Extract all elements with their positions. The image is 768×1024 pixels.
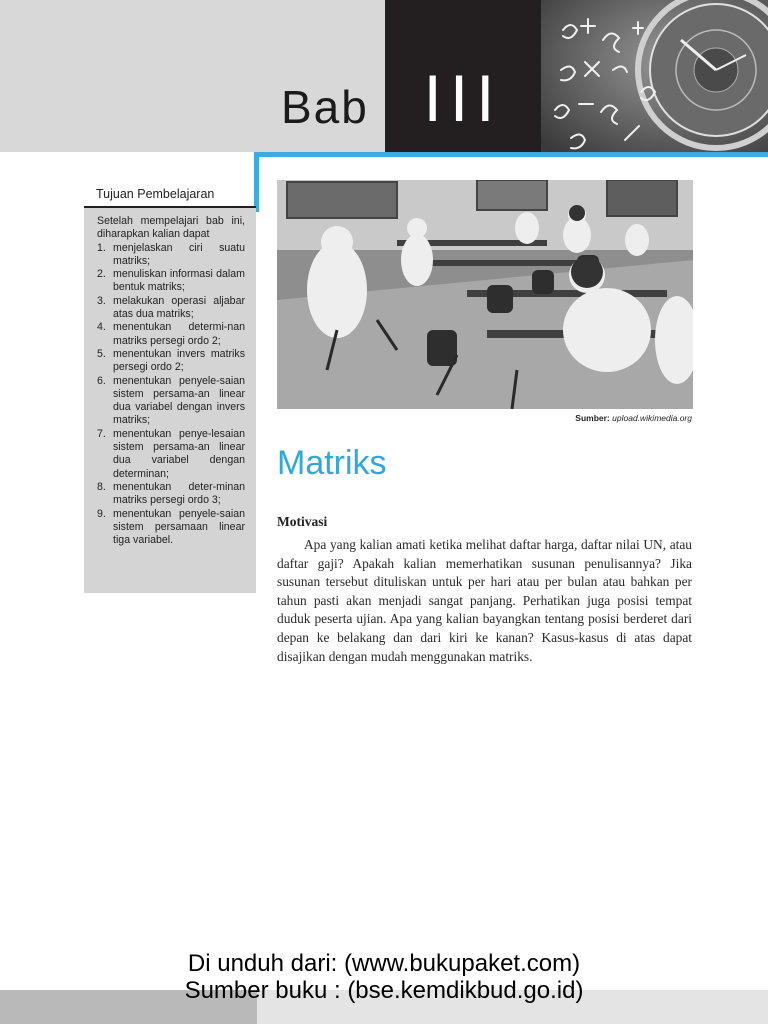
motivasi-heading: Motivasi xyxy=(277,514,328,529)
header-clock-image xyxy=(541,0,768,152)
list-item: 5. menentukan invers matriks persegi ordo 2; xyxy=(97,347,245,374)
accent-line-vertical xyxy=(254,152,259,212)
footer-line-source: Sumber buku : (bse.kemdikbud.go.id) xyxy=(184,977,584,1004)
learning-goals-box xyxy=(84,208,256,593)
accent-line-horizontal xyxy=(254,152,768,157)
caption-label: Sumber: xyxy=(575,413,610,423)
motivasi-paragraph: Apa yang kalian amati ketika melihat daftar harga, daftar nilai UN, atau daftar gaji? Apakah kalian memerhatikan susunan penulisannya? Jika susunan tersebut dituliskan untuk per hari atau per bulan atau bahkan per tahun pasti akan menjadi sangat panjang. Perhatikan juga posisi tempat duduk peserta ujian. Apa yang kalian bayangkan tentang posisi berderet dari depan ke belakang dan dari kiri ke kanan? Kasus-kasus di atas dapat disajikan dengan mudah menggunakan matriks. xyxy=(277,537,692,664)
list-item: 4. menentukan determi-nan matriks persegi ordo 2; xyxy=(97,321,245,347)
learning-goals-list xyxy=(97,242,245,548)
list-item: 8. menentukan deter-minan matriks persegi ordo 3; xyxy=(97,480,245,507)
classroom-exam-illustration xyxy=(277,180,693,409)
list-item: 9. menentukan penyele-saian sistem persamaan linear tiga variabel. xyxy=(97,507,245,547)
learning-goals-title: Tujuan Pembelajaran xyxy=(96,187,215,201)
list-item: 7. menentukan penye-lesaian sistem persama-an linear dua variabel dengan determinan; xyxy=(97,427,245,480)
list-item: 6. menentukan penyele-saian sistem persama-an linear dua variabel dengan invers matriks; xyxy=(97,374,245,427)
chapter-title: Matriks xyxy=(277,444,387,482)
footer-line-download: Di unduh dari: (www.bukupaket.com) xyxy=(187,950,581,977)
learning-goals-intro: Setelah mempelajari bab ini, diharapkan kalian dapat xyxy=(97,215,245,241)
list-item: 1. menjelaskan ciri suatu matriks; xyxy=(97,241,245,267)
list-item: 3. melakukan operasi aljabar atas dua matriks; xyxy=(97,294,245,321)
footer-watermark xyxy=(0,950,768,1004)
caption-source: upload.wikimedia.org xyxy=(612,413,692,423)
chapter-numeral-box xyxy=(385,0,541,152)
bab-label: Bab xyxy=(281,81,369,133)
chapter-numeral: III xyxy=(423,61,503,135)
photo-caption xyxy=(575,413,692,423)
classroom-photo xyxy=(277,180,693,409)
list-item: 2. menuliskan informasi dalam bentuk matriks; xyxy=(97,268,245,294)
clock-math-illustration xyxy=(541,0,768,152)
